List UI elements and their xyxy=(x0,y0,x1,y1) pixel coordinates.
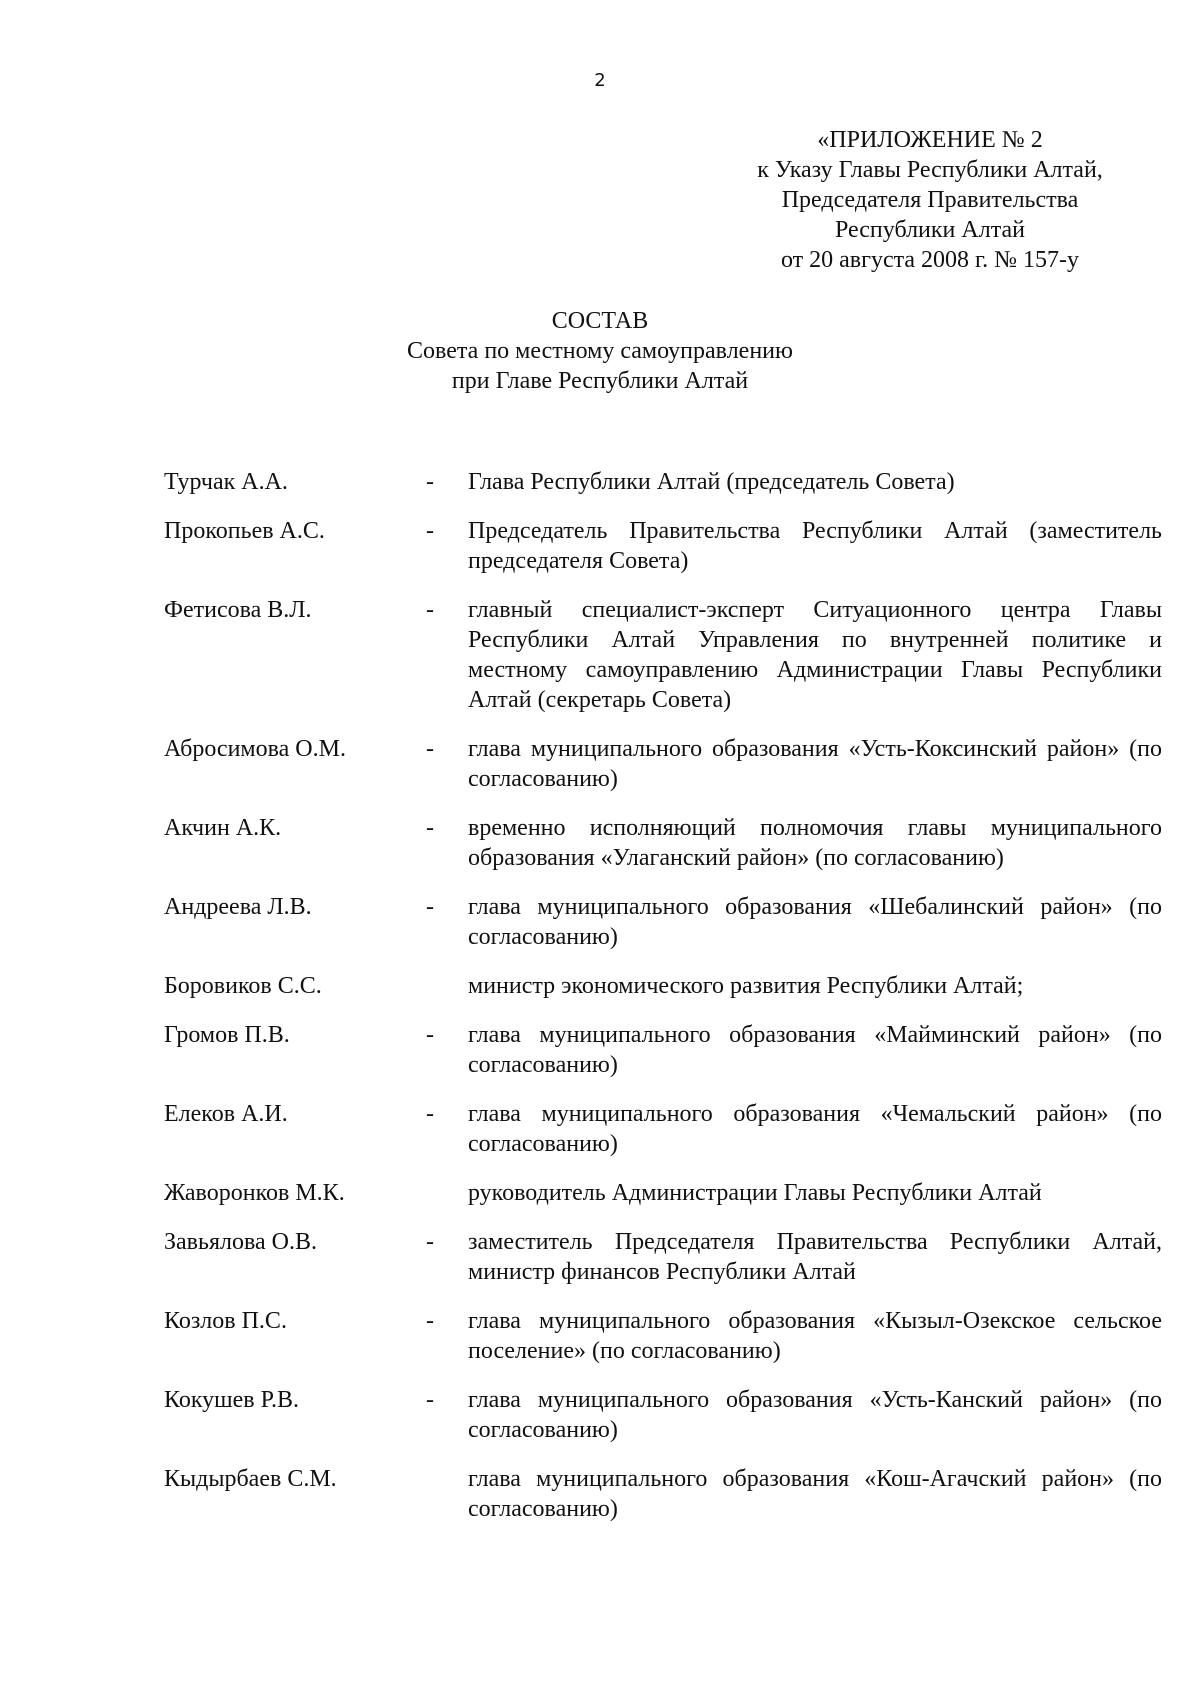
appendix-line: Республики Алтай xyxy=(835,217,1025,243)
member-name: Кокушев Р.В. xyxy=(164,1387,299,1413)
member-role: главный специалист-эксперт Ситуационного центра Главы Республики Алтай Управления по внутренней политике и местному самоуправлению Администрации Главы Республики Алтай (секретарь Совета) xyxy=(468,597,1162,713)
member-role: глава муниципального образования «Кызыл-Озекское сельское поселение» (по согласованию) xyxy=(468,1308,1162,1364)
member-row xyxy=(164,1178,1162,1208)
member-role: временно исполняющий полномочия главы муниципального образования «Улаганский район» (по согласованию) xyxy=(468,815,1162,871)
member-dash: - xyxy=(426,815,434,841)
title-subheading: Совета по местному самоуправлению xyxy=(407,338,793,364)
title-subheading: при Главе Республики Алтай xyxy=(451,368,749,394)
member-role: глава муниципального образования «Шебалинский район» (по согласованию) xyxy=(468,894,1162,950)
member-name: Козлов П.С. xyxy=(164,1308,287,1334)
document-title xyxy=(0,306,1200,396)
member-dash: - xyxy=(426,1101,434,1127)
member-row xyxy=(164,1020,1162,1080)
member-role: глава муниципального образования «Кош-Агачский район» (по согласованию) xyxy=(468,1466,1162,1522)
member-dash xyxy=(426,1178,468,1208)
member-dash: - xyxy=(426,1229,434,1255)
appendix-header xyxy=(700,125,1160,275)
member-name: Прокопьев А.С. xyxy=(164,518,325,544)
member-name: Громов П.В. xyxy=(164,1022,290,1048)
member-name: Акчин А.К. xyxy=(164,815,282,841)
member-role: глава муниципального образования «Чемальский район» (по согласованию) xyxy=(468,1101,1162,1157)
member-name: Кыдырбаев С.М. xyxy=(164,1466,337,1492)
members-list xyxy=(164,467,1162,1524)
member-row xyxy=(164,467,1162,497)
page-number: 2 xyxy=(594,70,606,91)
member-role: Глава Республики Алтай (председатель Совета) xyxy=(468,469,955,495)
member-name: Жаворонков М.К. xyxy=(164,1180,345,1206)
member-dash: - xyxy=(426,518,434,544)
appendix-date-line: от 20 августа 2008 г. № 157-у xyxy=(780,247,1080,273)
member-row xyxy=(164,516,1162,576)
member-name: Абросимова О.М. xyxy=(164,736,346,762)
member-role: руководитель Администрации Главы Республики Алтай xyxy=(468,1180,1042,1206)
member-dash xyxy=(426,1464,468,1524)
member-role: Председатель Правительства Республики Алтай (заместитель председателя Совета) xyxy=(468,518,1162,574)
member-name: Елеков А.И. xyxy=(164,1101,288,1127)
member-name: Завьялова О.В. xyxy=(164,1229,317,1255)
member-name: Боровиков С.С. xyxy=(164,973,322,999)
member-role: глава муниципального образования «Майминский район» (по согласованию) xyxy=(468,1022,1162,1078)
member-row xyxy=(164,892,1162,952)
member-row xyxy=(164,1464,1162,1524)
member-row xyxy=(164,813,1162,873)
member-name: Фетисова В.Л. xyxy=(164,597,312,623)
member-dash xyxy=(426,971,468,1001)
member-dash: - xyxy=(426,736,434,762)
member-dash: - xyxy=(426,894,434,920)
member-row xyxy=(164,971,1162,1001)
member-role: министр экономического развития Республики Алтай; xyxy=(468,973,1024,999)
member-name: Андреева Л.В. xyxy=(164,894,312,920)
appendix-line: Председателя Правительства xyxy=(781,187,1079,213)
member-row xyxy=(164,1227,1162,1287)
member-row xyxy=(164,1099,1162,1159)
member-dash: - xyxy=(426,597,434,623)
member-dash: - xyxy=(426,1308,434,1334)
member-role: глава муниципального образования «Усть-Канский район» (по согласованию) xyxy=(468,1387,1162,1443)
member-row xyxy=(164,1306,1162,1366)
member-row xyxy=(164,595,1162,715)
member-dash: - xyxy=(426,1022,434,1048)
member-dash: - xyxy=(426,469,434,495)
member-role: глава муниципального образования «Усть-Коксинский район» (по согласованию) xyxy=(468,736,1162,792)
title-heading: СОСТАВ xyxy=(551,308,649,334)
member-role: заместитель Председателя Правительства Республики Алтай, министр финансов Республики Алтай xyxy=(468,1229,1162,1285)
member-row xyxy=(164,734,1162,794)
member-dash: - xyxy=(426,1387,434,1413)
member-row xyxy=(164,1385,1162,1445)
appendix-title: «ПРИЛОЖЕНИЕ № 2 xyxy=(817,127,1043,153)
appendix-line: к Указу Главы Республики Алтай, xyxy=(757,157,1103,183)
member-name: Турчак А.А. xyxy=(164,469,288,495)
